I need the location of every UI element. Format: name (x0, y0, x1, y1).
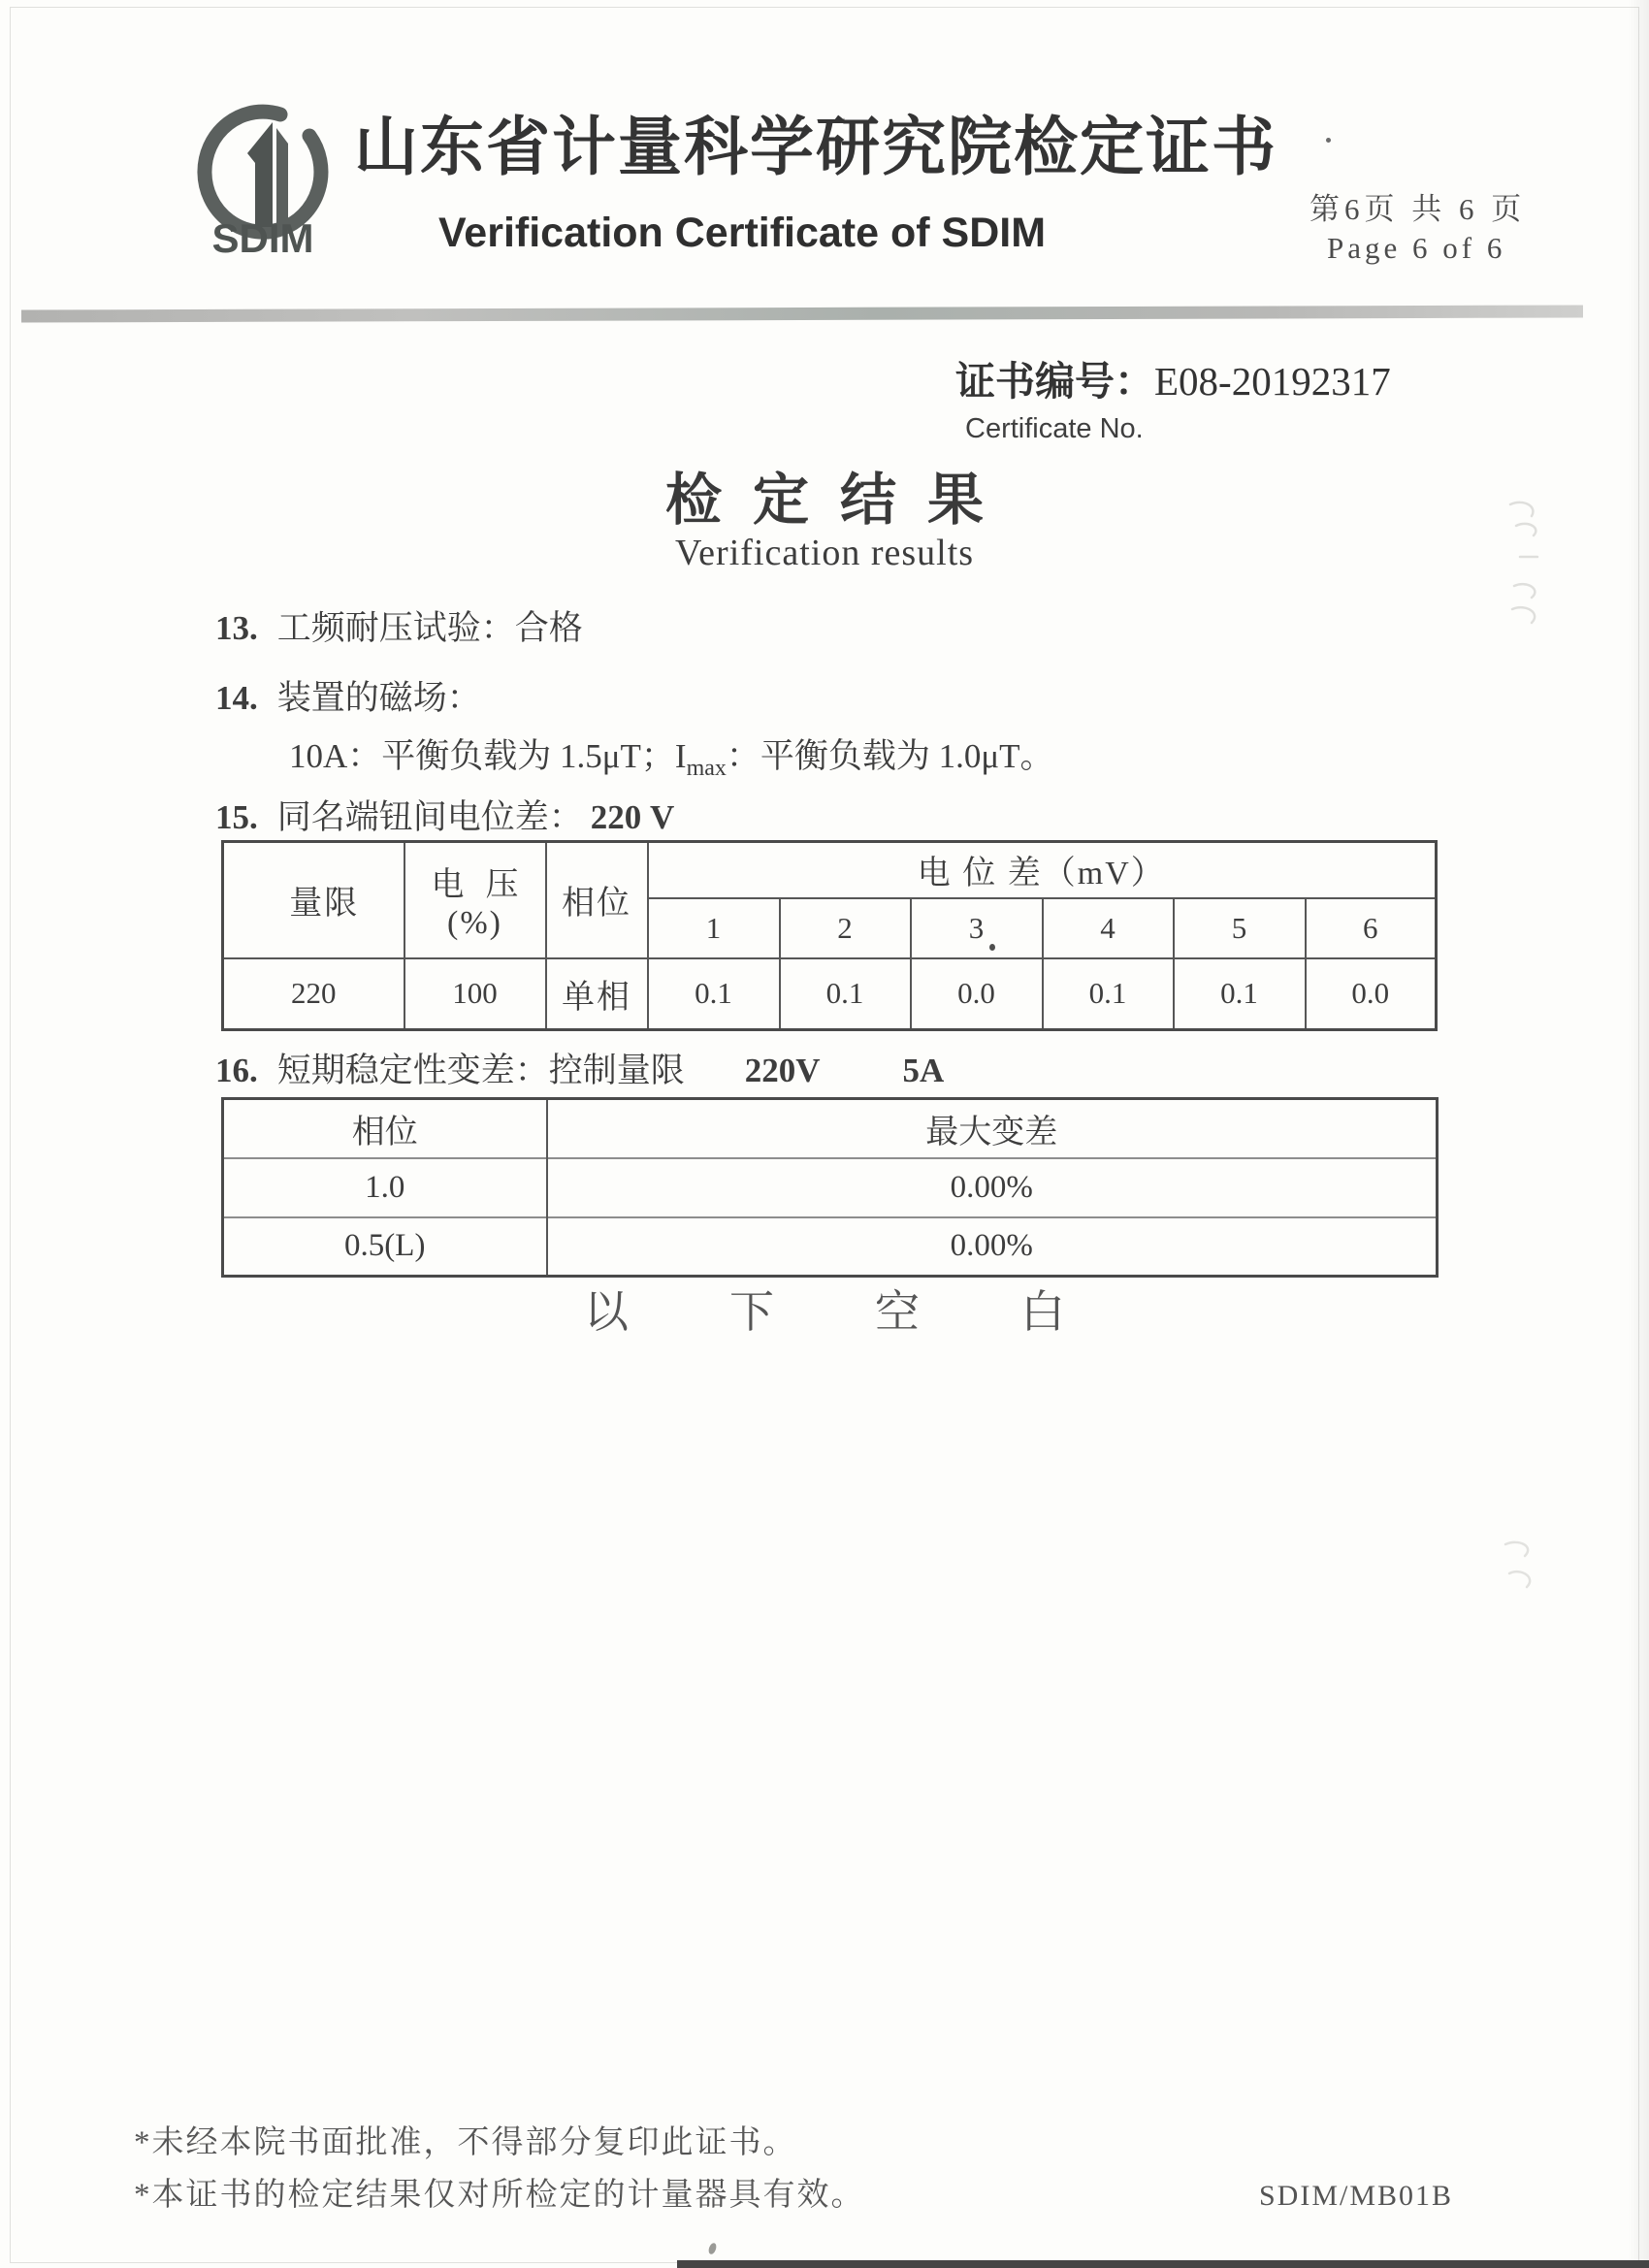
item-16-value-current: 5A (902, 1052, 945, 1089)
faint-pencil-marks (1499, 497, 1557, 632)
td-value: 0.0 (911, 958, 1043, 1030)
td-value: 0.1 (1174, 958, 1306, 1030)
stability-table (221, 1097, 1439, 1278)
item-14-detail-suffix: ：平衡负载为 1.0μT。 (726, 737, 1054, 775)
certificate-number-sublabel: Certificate No. (965, 413, 1144, 444)
faint-pencil-marks (1496, 1535, 1544, 1603)
footnote-1: *未经本院书面批准，不得部分复印此证书。 (134, 2125, 797, 2160)
td-value: 0.1 (780, 958, 911, 1030)
item-16-value-voltage: 220V (744, 1052, 821, 1089)
table-row (223, 1217, 1438, 1277)
th-voltage-zh: 电压 (431, 867, 540, 904)
th-potential-difference: 电 位 差（mV） (648, 842, 1437, 898)
page-number-en: Page 6 of 6 (1327, 231, 1506, 265)
td-phase: 0.5(L) (223, 1217, 547, 1277)
td-change: 0.00% (547, 1217, 1438, 1277)
th-subcol: 6 (1306, 898, 1437, 958)
certificate-number-line (955, 349, 1391, 406)
td-value: 0.1 (1043, 958, 1174, 1030)
scan-edge-artifact (677, 2260, 1649, 2268)
table-row (223, 1158, 1438, 1217)
table-row (223, 958, 1437, 1030)
th-subcol: 2 (780, 898, 911, 958)
footnote-2: *本证书的检定结果仅对所检定的计量器具有效。 (134, 2178, 865, 2213)
page-number-zh: 第6页 共 6 页 (1310, 192, 1527, 226)
item-14 (215, 671, 481, 720)
item-16-number: 16. (215, 1052, 258, 1089)
td-value: 0.0 (1306, 958, 1437, 1030)
sdim-logo-icon (187, 103, 339, 260)
certificate-title-en: Verification Certificate of SDIM (438, 210, 1047, 256)
blank-below-text: 以下空白 (584, 1287, 1166, 1337)
item-15 (215, 791, 674, 839)
th-subcol: 1 (648, 898, 780, 958)
item-14-text: 装置的磁场： (276, 679, 481, 717)
th-subcol: 3 (911, 898, 1043, 958)
item-13 (215, 601, 583, 650)
th-phase: 相位 (223, 1099, 547, 1158)
td-range: 220 (223, 958, 404, 1030)
item-13-text: 工频耐压试验：合格 (276, 609, 583, 647)
th-subcol: 5 (1174, 898, 1306, 958)
td-change: 0.00% (547, 1158, 1438, 1217)
item-14-detail-prefix: 10A：平衡负载为 1.5μT；I (289, 737, 687, 775)
results-title-zh: 检定结果 (664, 469, 1015, 532)
header-divider (21, 305, 1583, 322)
ink-speck (1326, 138, 1331, 143)
td-voltage: 100 (404, 958, 546, 1030)
th-subcol: 4 (1043, 898, 1174, 958)
form-code: SDIM/MB01B (1259, 2180, 1454, 2212)
th-max-change: 最大变差 (925, 1114, 1058, 1150)
logo-label: SDIM (211, 215, 314, 260)
th-range: 量限 (223, 842, 404, 958)
item-15-text: 同名端钮间电位差： (276, 798, 583, 836)
item-13-number: 13. (215, 609, 258, 647)
certificate-number-label: 证书编号： (955, 359, 1154, 404)
td-phase: 单相 (546, 958, 648, 1030)
imax-subscript: max (686, 756, 727, 781)
th-phase: 相位 (546, 842, 648, 958)
certificate-title-zh: 山东省计量科学研究院检定证书 (354, 113, 1277, 183)
item-16 (215, 1044, 944, 1092)
td-value: 0.1 (648, 958, 780, 1030)
item-15-number: 15. (215, 798, 258, 836)
potential-difference-table (221, 840, 1438, 1031)
item-15-value: 220 V (590, 798, 675, 836)
certificate-number-value: E08-20192317 (1154, 359, 1391, 404)
ink-speck (707, 2242, 718, 2255)
td-phase: 1.0 (223, 1158, 547, 1217)
scan-right-shading (1628, 0, 1649, 2268)
th-voltage (404, 842, 546, 958)
item-14-detail (289, 729, 1054, 782)
results-title-en: Verification results (674, 533, 975, 573)
item-14-number: 14. (215, 679, 258, 717)
item-16-text: 短期稳定性变差：控制量限 (276, 1052, 685, 1089)
th-voltage-unit: (%) (447, 905, 502, 942)
ink-speck (989, 944, 995, 951)
